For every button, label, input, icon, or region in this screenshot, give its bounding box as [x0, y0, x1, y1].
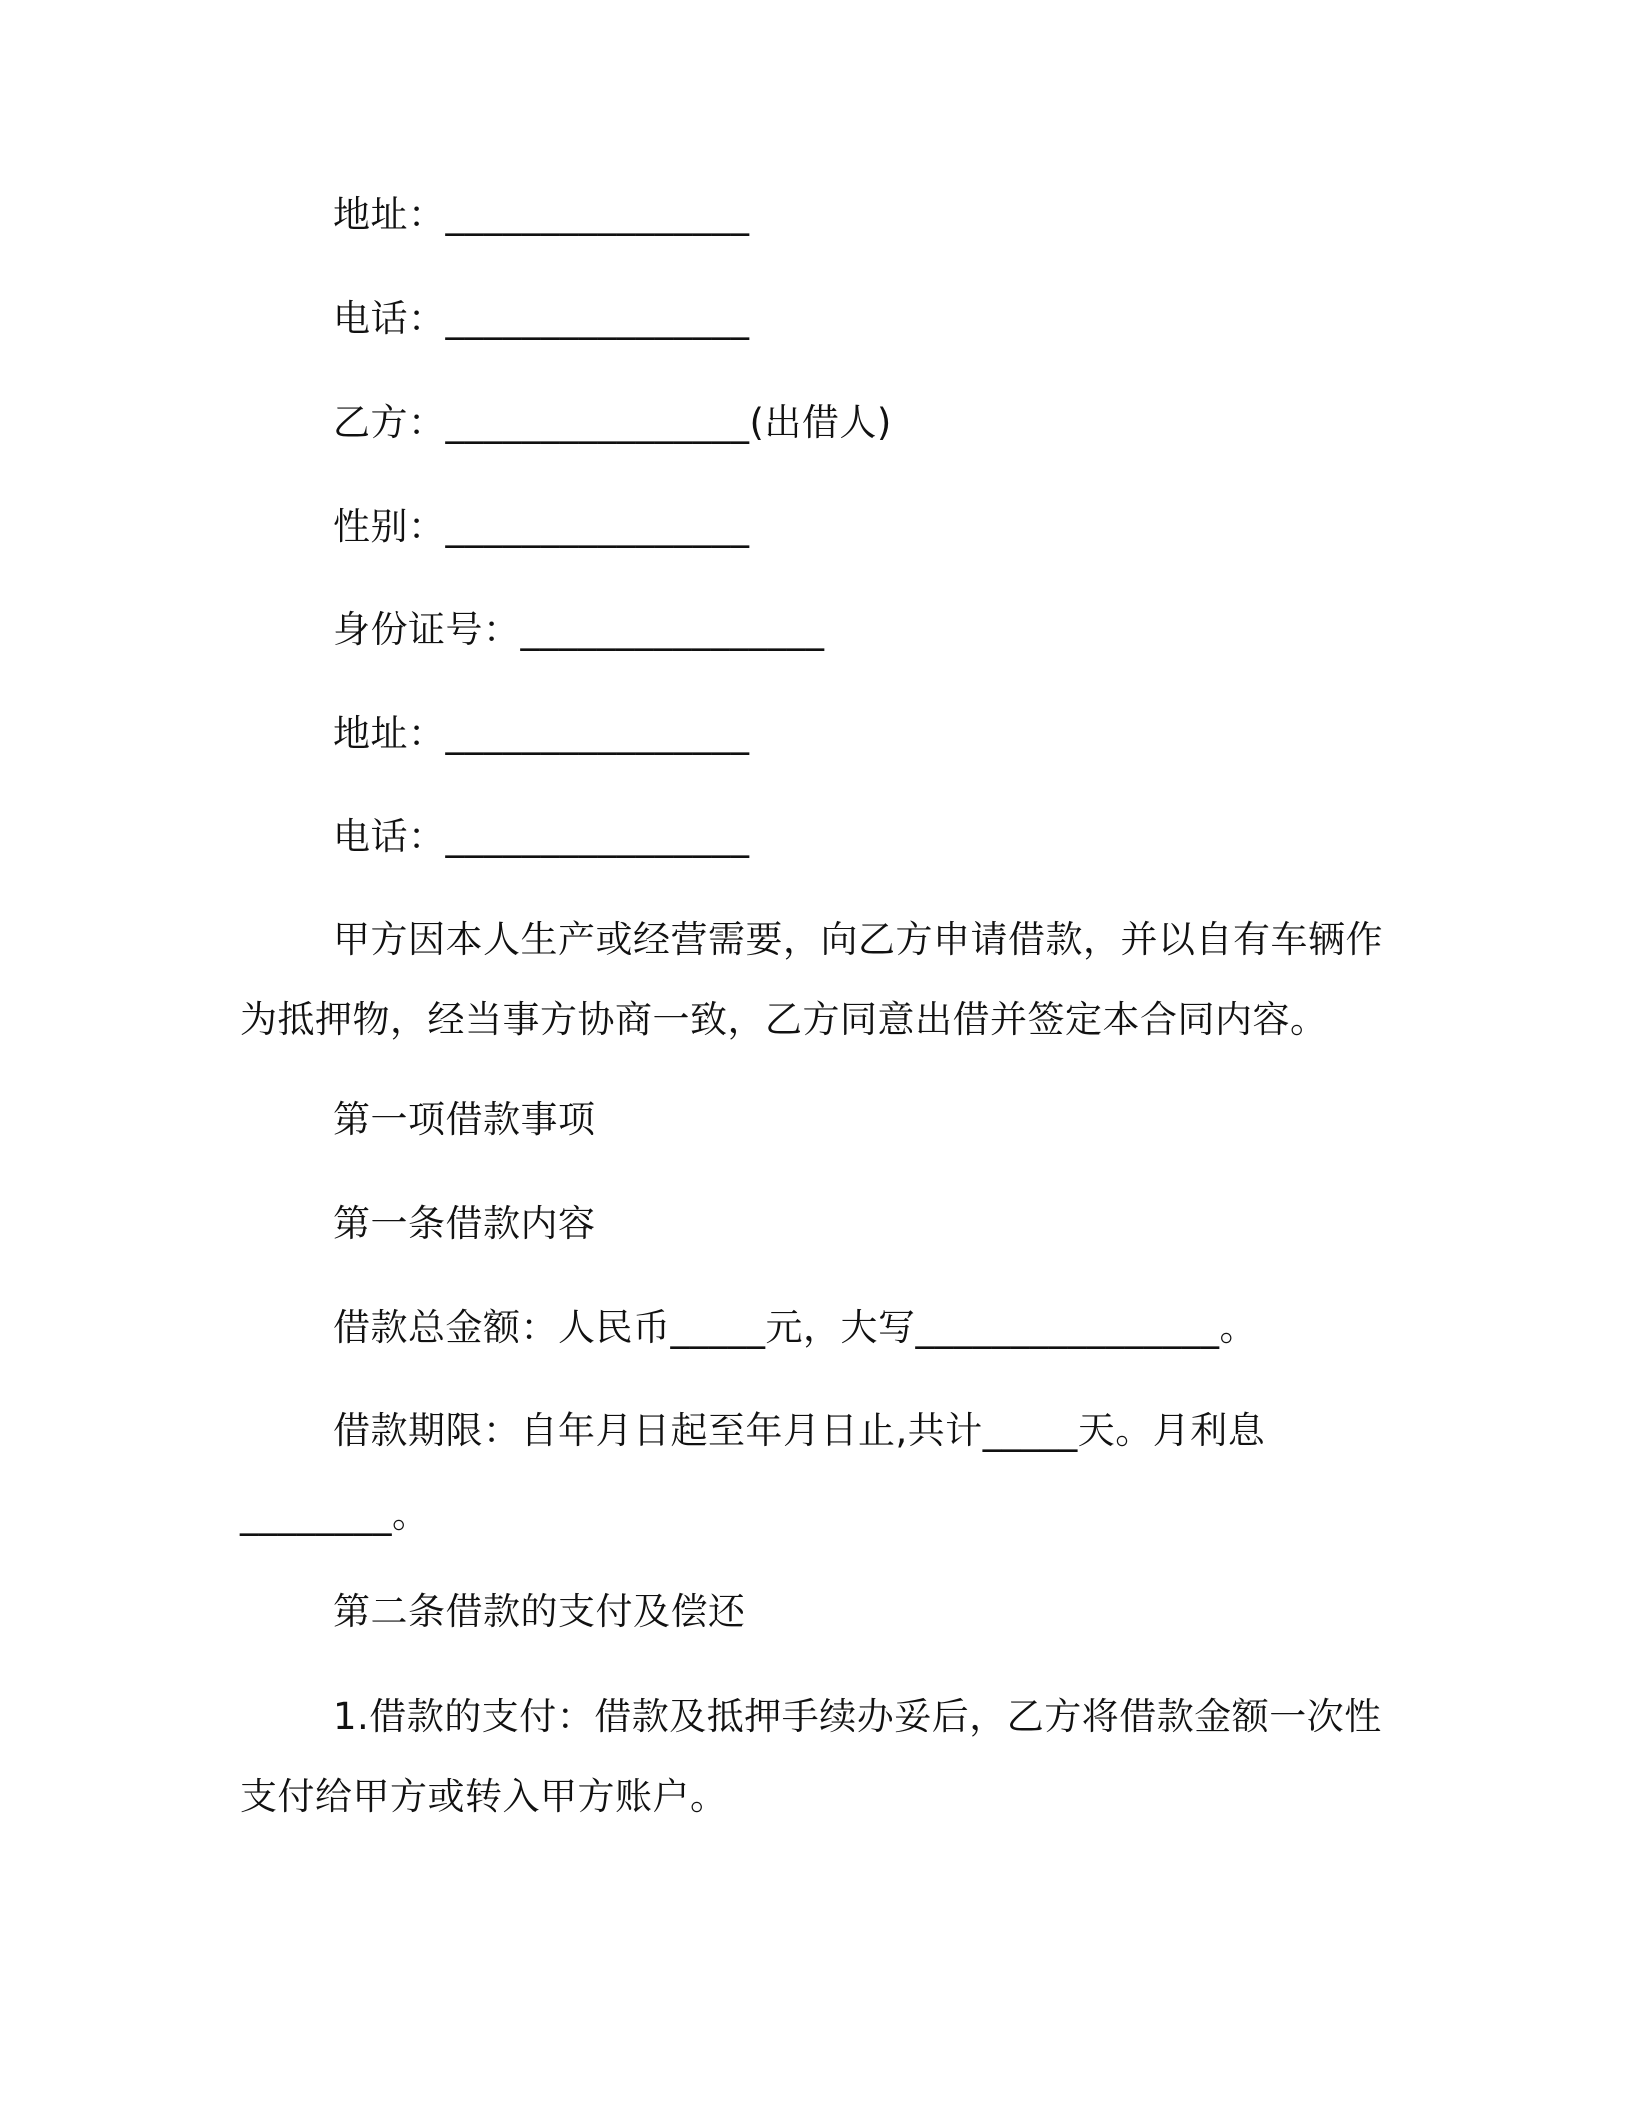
section-heading-1: 第一项借款事项: [333, 1098, 596, 1141]
loan-term-line-2: ________。: [240, 1493, 430, 1536]
party-b-field-line: 乙方：________________(出借人): [333, 401, 892, 444]
loan-amount-line: 借款总金额：人民币_____元，大写________________。: [333, 1306, 1257, 1349]
address-field-line-b: 地址：________________: [333, 712, 750, 755]
loan-term-line-1: 借款期限：自年月日起至年月日止,共计_____天。月利息: [333, 1409, 1266, 1452]
article-heading-1: 第一条借款内容: [333, 1202, 596, 1245]
preamble-paragraph-line-2: 为抵押物，经当事方协商一致，乙方同意出借并签定本合同内容。: [240, 998, 1328, 1041]
gender-field-line: 性别：________________: [333, 505, 750, 548]
payment-clause-line-2: 支付给甲方或转入甲方账户。: [240, 1775, 728, 1818]
address-field-line: 地址：________________: [333, 193, 750, 236]
phone-field-line-b: 电话：________________: [333, 815, 750, 858]
article-heading-2: 第二条借款的支付及偿还: [333, 1590, 746, 1633]
phone-field-line: 电话：________________: [333, 297, 750, 340]
id-number-field-line: 身份证号：________________: [333, 608, 825, 651]
preamble-paragraph-line-1: 甲方因本人生产或经营需要，向乙方申请借款，并以自有车辆作: [333, 918, 1383, 961]
payment-clause-line-1: 1.借款的支付：借款及抵押手续办妥后，乙方将借款金额一次性: [333, 1695, 1382, 1738]
